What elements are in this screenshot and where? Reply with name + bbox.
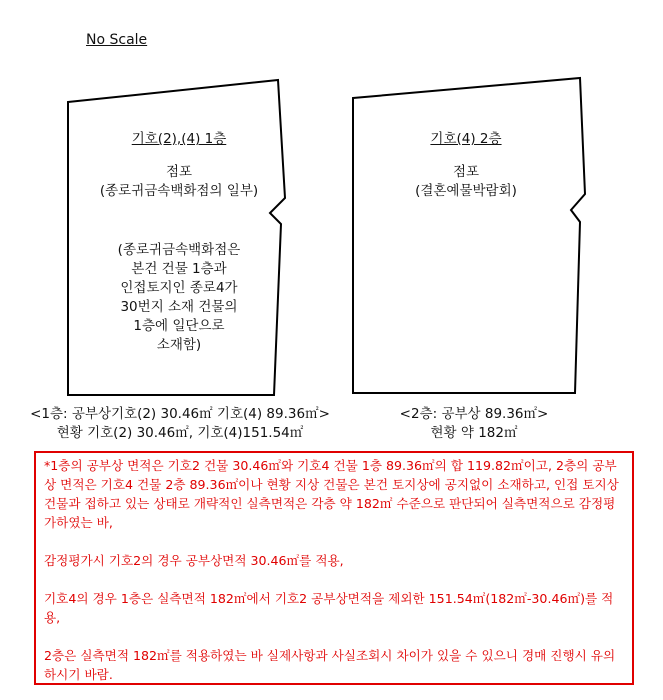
- plan-left-remark-line: 인접토지인 종로4가: [120, 280, 238, 296]
- plan-right-caption-1: <2층: 공부상 89.36㎡>: [399, 406, 549, 422]
- plan-right-caption-2: 현황 약 182㎡: [430, 425, 518, 441]
- plan-right-title: 기호(4) 2층: [430, 131, 502, 147]
- plan-left-remark-line: 30번지 소재 건물의: [120, 299, 238, 315]
- plan-left-remark-line: 1층에 일단으로: [133, 318, 225, 334]
- plan-right-use-detail: (결혼예물박람회): [415, 183, 517, 199]
- scale-note: No Scale: [86, 32, 148, 48]
- plan-right-use: 점포: [452, 164, 480, 180]
- plan-left-title: 기호(2),(4) 1층: [131, 131, 227, 147]
- plan-left-use: 점포: [165, 164, 193, 180]
- plan-left-caption-2: 현황 기호(2) 30.46㎡, 기호(4)151.54㎡: [56, 425, 304, 441]
- note-paragraph: 기호4의 경우 1층은 실측면적 182㎡에서 기호2 공부상면적을 제외한 151.54㎡(182㎡-30.46㎡)를 적용,: [44, 591, 614, 625]
- note-paragraph: 2층은 실측면적 182㎡를 적용하였는 바 실제사항과 사실조회시 차이가 있을 수 있으니 경매 진행시 유의하시기 바람.: [44, 648, 616, 682]
- appraisal-note-box: [34, 451, 634, 685]
- plan-left-use-detail: (종로귀금속백화점의 일부): [99, 183, 259, 199]
- note-paragraph: *1층의 공부상 면적은 기호2 건물 30.46㎡와 기호4 건물 1층 89.36㎡의 합 119.82㎡이고, 2층의 공부상 면적은 기호4 건물 2층 89.36㎡이나 현황 지상 건물은 본건 토지상에 공지없이 소재하고, 인접 토지상 건물과 접하고 있는 상태로 개략적인 실측면적은 각층 약 182㎡ 수준으로 판단되어 실측면적으로 감정평가하였는 바,: [44, 458, 619, 530]
- plan-left-remark-line: 본건 건물 1층과: [131, 261, 227, 277]
- plan-left-remark-line: (종로귀금속백화점은: [117, 242, 241, 258]
- plan-outline-floor2: [353, 78, 585, 393]
- plan-left-remark-line: 소재함): [156, 337, 202, 353]
- note-paragraph: 감정평가시 기호2의 경우 공부상면적 30.46㎡를 적용,: [44, 553, 344, 568]
- plan-left-caption-1: <1층: 공부상기호(2) 30.46㎡ 기호(4) 89.36㎡>: [30, 406, 330, 422]
